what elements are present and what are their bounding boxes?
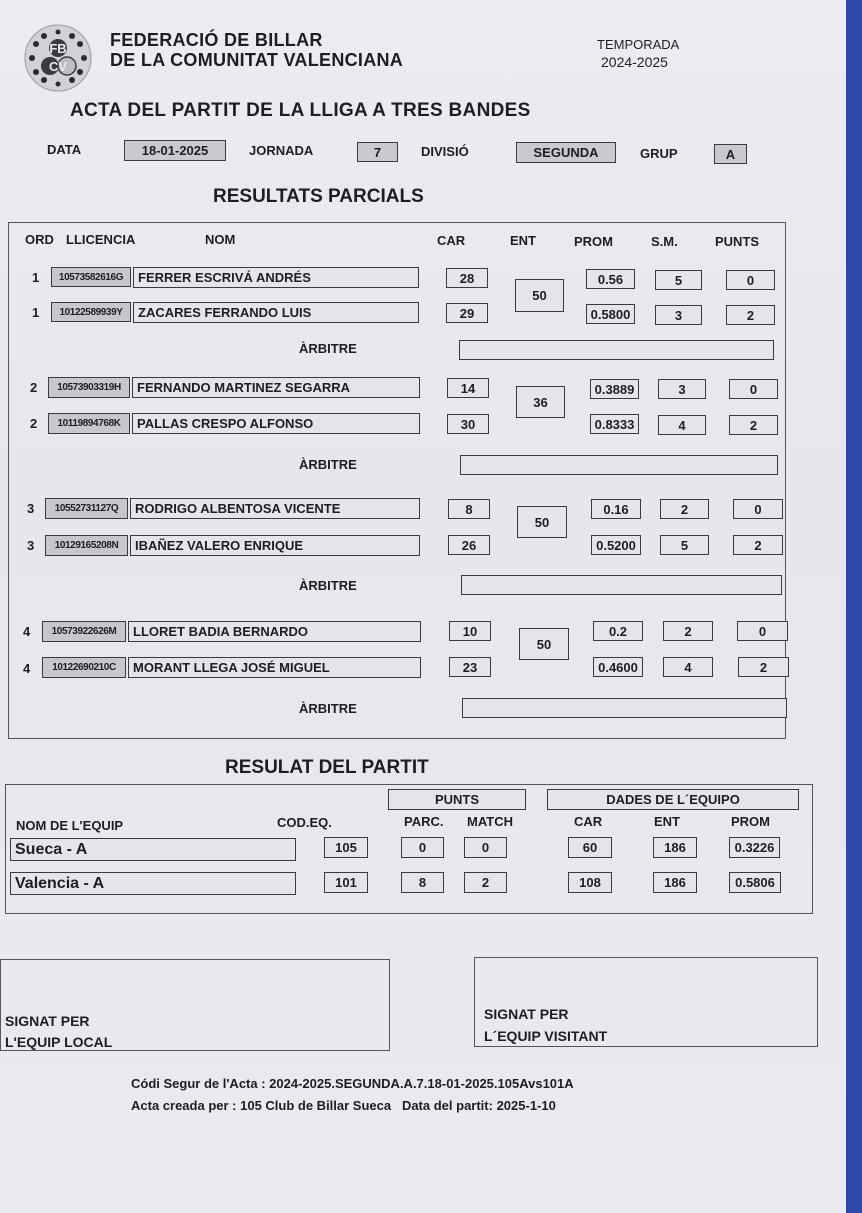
license-number: 10122690210C bbox=[42, 657, 126, 678]
sm: 4 bbox=[663, 657, 713, 677]
player-name: LLORET BADIA BERNARDO bbox=[128, 621, 421, 642]
col-header-sm: S.M. bbox=[651, 234, 678, 249]
match: 2 bbox=[464, 872, 507, 893]
punts: 2 bbox=[729, 415, 778, 435]
punts: 0 bbox=[726, 270, 775, 290]
created-by: Acta creada per : 105 Club de Billar Sueca Data del partit: 2025-1-10 bbox=[131, 1098, 556, 1113]
team-name: Valencia - A bbox=[10, 872, 296, 895]
car: 10 bbox=[449, 621, 491, 641]
ord: 1 bbox=[32, 270, 40, 285]
security-code: Códi Segur de l'Acta : 2024-2025.SEGUNDA.A.7.18-01-2025.105Avs101A bbox=[131, 1076, 574, 1091]
team-code: 105 bbox=[324, 837, 368, 858]
car: 60 bbox=[568, 837, 612, 858]
divisio-label: DIVISIÓ bbox=[421, 144, 469, 159]
arbitre-field bbox=[460, 455, 778, 475]
ord: 1 bbox=[32, 305, 40, 320]
match: 0 bbox=[464, 837, 507, 858]
ent: 186 bbox=[653, 872, 697, 893]
punts-header: PUNTS bbox=[388, 789, 526, 810]
ent: 50 bbox=[515, 279, 564, 312]
team-data-header: DADES DE L´EQUIPO bbox=[547, 789, 799, 810]
col-prom: PROM bbox=[731, 814, 770, 829]
player-name: MORANT LLEGA JOSÉ MIGUEL bbox=[128, 657, 421, 678]
col-match: MATCH bbox=[467, 814, 513, 829]
car: 30 bbox=[447, 414, 489, 434]
arbitre-field bbox=[462, 698, 787, 718]
arbitre-field bbox=[461, 575, 782, 595]
federation-logo bbox=[22, 24, 94, 92]
season-value: 2024-2025 bbox=[601, 54, 668, 70]
license-number: 10573903319H bbox=[48, 377, 130, 398]
arbitre-label: ÀRBITRE bbox=[299, 701, 357, 716]
local-signature-line1: SIGNAT PER bbox=[5, 1013, 90, 1029]
license-number: 10122589939Y bbox=[51, 302, 131, 322]
ord: 3 bbox=[27, 538, 35, 553]
col-header-punts: PUNTS bbox=[715, 234, 760, 249]
player-name: RODRIGO ALBENTOSA VICENTE bbox=[130, 498, 420, 519]
col-header-llicencia: LLICENCIA bbox=[66, 232, 136, 247]
org-name-line1: FEDERACIÓ DE BILLAR bbox=[110, 30, 323, 50]
team-code: 101 bbox=[324, 872, 368, 893]
ord: 4 bbox=[23, 624, 31, 639]
car: 8 bbox=[448, 499, 490, 519]
ent: 50 bbox=[517, 506, 567, 538]
prom: 0.5806 bbox=[729, 872, 781, 893]
license-number: 10129165208N bbox=[45, 535, 128, 556]
prom: 0.5200 bbox=[591, 535, 641, 555]
col-car: CAR bbox=[574, 814, 603, 829]
prom: 0.3889 bbox=[590, 379, 639, 399]
punts: 2 bbox=[733, 535, 783, 555]
punts: 0 bbox=[737, 621, 788, 641]
col-parc: PARC. bbox=[404, 814, 444, 829]
col-header-ent: ENT bbox=[510, 233, 536, 248]
col-header-prom: PROM bbox=[574, 234, 613, 249]
prom: 0.8333 bbox=[590, 414, 639, 434]
grup-label: GRUP bbox=[640, 146, 678, 161]
car: 108 bbox=[568, 872, 612, 893]
partials-title: RESULTATS PARCIALS bbox=[213, 186, 424, 207]
jornada-label: JORNADA bbox=[249, 143, 314, 158]
sm: 4 bbox=[658, 415, 706, 435]
punts: 2 bbox=[738, 657, 789, 677]
punts: 2 bbox=[726, 305, 775, 325]
license-number: 10573922626M bbox=[42, 621, 126, 642]
sm: 5 bbox=[660, 535, 709, 555]
license-number: 10552731127Q bbox=[45, 498, 128, 519]
sm: 3 bbox=[655, 305, 702, 325]
jornada-field: 7 bbox=[357, 142, 398, 162]
col-ent: ENT bbox=[654, 814, 680, 829]
date-label: DATA bbox=[47, 142, 82, 157]
ord: 2 bbox=[30, 380, 38, 395]
ord: 2 bbox=[30, 416, 38, 431]
license-number: 10573582616G bbox=[51, 267, 131, 287]
ent: 50 bbox=[519, 628, 569, 660]
license-number: 10119894768K bbox=[48, 413, 130, 434]
player-name: IBAÑEZ VALERO ENRIQUE bbox=[130, 535, 420, 556]
car: 26 bbox=[448, 535, 490, 555]
arbitre-label: ÀRBITRE bbox=[299, 578, 357, 593]
local-signature-line2: L'EQUIP LOCAL bbox=[5, 1034, 113, 1050]
car: 23 bbox=[449, 657, 491, 677]
visitor-signature-line1: SIGNAT PER bbox=[484, 1006, 569, 1022]
sm: 3 bbox=[658, 379, 706, 399]
org-name-line2: DE LA COMUNITAT VALENCIANA bbox=[110, 50, 404, 70]
svg-text:CV: CV bbox=[48, 59, 68, 74]
col-header-nom: NOM bbox=[205, 232, 236, 247]
visitor-signature-line2: L´EQUIP VISITANT bbox=[484, 1028, 608, 1044]
arbitre-label: ÀRBITRE bbox=[299, 341, 357, 356]
col-team-name: NOM DE L'EQUIP bbox=[16, 818, 124, 833]
ord: 4 bbox=[23, 661, 31, 676]
team-name: Sueca - A bbox=[10, 838, 296, 861]
result-title: RESULAT DEL PARTIT bbox=[225, 757, 429, 778]
prom: 0.2 bbox=[593, 621, 643, 641]
ent: 186 bbox=[653, 837, 697, 858]
season-label: TEMPORADA bbox=[597, 37, 680, 52]
punts: 0 bbox=[729, 379, 778, 399]
ord: 3 bbox=[27, 501, 35, 516]
arbitre-label: ÀRBITRE bbox=[299, 457, 357, 472]
divisio-field: SEGUNDA bbox=[516, 142, 616, 163]
parc: 8 bbox=[401, 872, 444, 893]
car: 28 bbox=[446, 268, 488, 288]
sm: 5 bbox=[655, 270, 702, 290]
sm: 2 bbox=[660, 499, 709, 519]
col-header-car: CAR bbox=[437, 233, 466, 248]
parc: 0 bbox=[401, 837, 444, 858]
date-field: 18-01-2025 bbox=[124, 140, 226, 161]
car: 29 bbox=[446, 303, 488, 323]
player-name: PALLAS CRESPO ALFONSO bbox=[132, 413, 420, 434]
prom: 0.56 bbox=[586, 269, 635, 289]
report-title: ACTA DEL PARTIT DE LA LLIGA A TRES BANDES bbox=[70, 100, 531, 121]
punts: 0 bbox=[733, 499, 783, 519]
col-team-code: COD.EQ. bbox=[277, 815, 332, 830]
prom: 0.16 bbox=[591, 499, 641, 519]
player-name: FERNANDO MARTINEZ SEGARRA bbox=[132, 377, 420, 398]
player-name: ZACARES FERRANDO LUIS bbox=[133, 302, 419, 323]
col-header-ord: ORD bbox=[25, 232, 54, 247]
arbitre-field bbox=[459, 340, 774, 360]
ent: 36 bbox=[516, 386, 565, 418]
car: 14 bbox=[447, 378, 489, 398]
prom: 0.3226 bbox=[729, 837, 780, 858]
grup-field: A bbox=[714, 144, 747, 164]
svg-text:FB: FB bbox=[49, 41, 67, 56]
prom: 0.5800 bbox=[586, 304, 635, 324]
prom: 0.4600 bbox=[593, 657, 643, 677]
sm: 2 bbox=[663, 621, 713, 641]
player-name: FERRER ESCRIVÁ ANDRÉS bbox=[133, 267, 419, 288]
